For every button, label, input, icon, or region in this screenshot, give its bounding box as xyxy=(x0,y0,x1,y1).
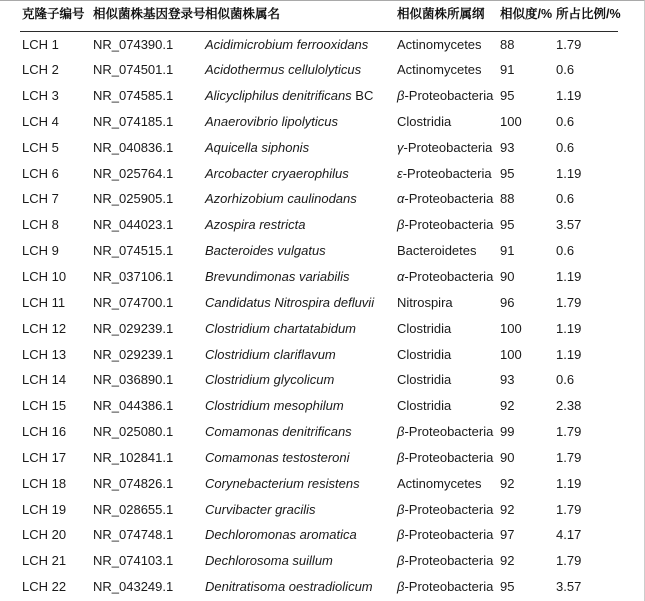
greek-prefix: β xyxy=(397,217,405,233)
species-name: Acidothermus cellulolyticus xyxy=(205,62,362,78)
class-cell: β-Proteobacteria xyxy=(397,217,494,233)
proportion-cell: 0.6 xyxy=(556,191,575,207)
species-cell xyxy=(203,264,395,290)
header-class: 相似菌株所属纲 xyxy=(395,1,498,31)
header-row xyxy=(20,1,618,31)
species-cell xyxy=(203,574,395,600)
class-cell: Clostridia xyxy=(397,346,452,362)
species-name: Brevundimonas variabilis xyxy=(205,269,350,285)
table-row xyxy=(20,445,618,471)
species-cell xyxy=(203,289,395,315)
proportion-cell: 1.79 xyxy=(556,501,582,517)
table-row xyxy=(20,212,618,238)
similarity-cell: 91 xyxy=(500,243,515,259)
species-cell xyxy=(203,186,395,212)
accession-cell: NR_025905.1 xyxy=(93,191,174,207)
species-name: Bacteroides vulgatus xyxy=(205,243,326,259)
table-body xyxy=(20,31,618,600)
accession-cell: NR_040836.1 xyxy=(93,139,174,155)
similarity-cell: 90 xyxy=(500,269,515,285)
proportion-cell: 1.79 xyxy=(556,424,582,440)
clone-id-cell: LCH 18 xyxy=(22,475,67,491)
class-cell: β-Proteobacteria xyxy=(397,501,494,517)
clone-id-cell: LCH 1 xyxy=(22,36,59,52)
proportion-cell: 4.17 xyxy=(556,527,582,543)
accession-cell: NR_037106.1 xyxy=(93,269,174,285)
table-row xyxy=(20,186,618,212)
species-cell xyxy=(203,470,395,496)
species-name: Arcobacter cryaerophilus xyxy=(205,165,349,181)
species-cell xyxy=(203,238,395,264)
clone-id-cell: LCH 19 xyxy=(22,501,67,517)
greek-prefix: α xyxy=(397,269,405,285)
class-cell: γ-Proteobacteria xyxy=(397,139,493,155)
accession-cell: NR_074585.1 xyxy=(93,88,174,104)
accession-cell: NR_074826.1 xyxy=(93,475,174,491)
proportion-cell: 3.57 xyxy=(556,579,582,595)
species-cell xyxy=(203,419,395,445)
class-cell: Clostridia xyxy=(397,398,452,414)
class-cell: β-Proteobacteria xyxy=(397,527,494,543)
similarity-cell: 96 xyxy=(500,294,515,310)
species-cell xyxy=(203,367,395,393)
proportion-cell: 1.19 xyxy=(556,346,582,362)
clone-similarity-table xyxy=(20,1,621,600)
accession-cell: NR_074103.1 xyxy=(93,553,174,569)
clone-id-cell: LCH 4 xyxy=(22,113,59,129)
species-name: Corynebacterium resistens xyxy=(205,475,360,491)
proportion-cell: 1.19 xyxy=(556,320,582,336)
clone-id-cell: LCH 21 xyxy=(22,553,67,569)
species-name: Clostridium chartatabidum xyxy=(205,320,357,336)
class-cell: Actinomycetes xyxy=(397,36,482,52)
species-cell xyxy=(203,315,395,341)
clone-id-cell: LCH 17 xyxy=(22,449,67,465)
clone-id-cell: LCH 6 xyxy=(22,165,59,181)
header-species: 相似菌株属名 xyxy=(203,1,395,31)
species-name: Alicycliphilus denitrificans xyxy=(205,88,352,104)
accession-cell: NR_074515.1 xyxy=(93,243,174,259)
table-row xyxy=(20,341,618,367)
clone-id-cell: LCH 3 xyxy=(22,88,59,104)
accession-cell: NR_029239.1 xyxy=(93,320,174,336)
similarity-cell: 95 xyxy=(500,579,515,595)
greek-prefix: β xyxy=(397,579,405,595)
species-cell xyxy=(203,445,395,471)
class-cell: α-Proteobacteria xyxy=(397,269,494,285)
accession-cell: NR_029239.1 xyxy=(93,346,174,362)
similarity-cell: 95 xyxy=(500,217,515,233)
clone-id-cell: LCH 5 xyxy=(22,139,59,155)
greek-prefix: β xyxy=(397,501,405,517)
species-name: Curvibacter gracilis xyxy=(205,501,316,517)
header-similarity: 相似度/% xyxy=(498,1,554,31)
header-accession: 相似菌株基因登录号 xyxy=(91,1,203,31)
class-cell: β-Proteobacteria xyxy=(397,88,494,104)
species-cell xyxy=(203,341,395,367)
clone-id-cell: LCH 20 xyxy=(22,527,67,543)
similarity-cell: 93 xyxy=(500,139,515,155)
proportion-cell: 1.79 xyxy=(556,294,582,310)
similarity-cell: 100 xyxy=(500,320,522,336)
table-row xyxy=(20,574,618,600)
class-cell: Actinomycetes xyxy=(397,62,482,78)
similarity-cell: 99 xyxy=(500,424,515,440)
proportion-cell: 0.6 xyxy=(556,139,575,155)
similarity-cell: 95 xyxy=(500,165,515,181)
proportion-cell: 1.79 xyxy=(556,36,582,52)
similarity-cell: 97 xyxy=(500,527,515,543)
species-cell xyxy=(203,522,395,548)
proportion-cell: 1.19 xyxy=(556,475,582,491)
greek-prefix: β xyxy=(397,553,405,569)
similarity-cell: 92 xyxy=(500,398,515,414)
similarity-cell: 88 xyxy=(500,36,515,52)
accession-cell: NR_043249.1 xyxy=(93,579,174,595)
class-cell: Clostridia xyxy=(397,320,452,336)
similarity-cell: 95 xyxy=(500,88,515,104)
class-cell: β-Proteobacteria xyxy=(397,449,494,465)
species-cell xyxy=(203,83,395,109)
similarity-cell: 100 xyxy=(500,346,522,362)
similarity-cell: 100 xyxy=(500,113,522,129)
species-cell xyxy=(203,57,395,83)
table-row xyxy=(20,238,618,264)
table-row xyxy=(20,83,618,109)
clone-id-cell: LCH 7 xyxy=(22,191,59,207)
clone-id-cell: LCH 22 xyxy=(22,579,67,595)
accession-cell: NR_074700.1 xyxy=(93,294,174,310)
proportion-cell: 1.19 xyxy=(556,269,582,285)
table-row xyxy=(20,109,618,135)
class-cell: Actinomycetes xyxy=(397,475,482,491)
table-row xyxy=(20,31,618,57)
similarity-cell: 93 xyxy=(500,372,515,388)
greek-prefix: β xyxy=(397,88,405,104)
species-name: Anaerovibrio lipolyticus xyxy=(205,113,338,129)
table-row xyxy=(20,470,618,496)
accession-cell: NR_036890.1 xyxy=(93,372,174,388)
proportion-cell: 1.79 xyxy=(556,553,582,569)
proportion-cell: 1.19 xyxy=(556,88,582,104)
accession-cell: NR_074390.1 xyxy=(93,36,174,52)
class-cell: Clostridia xyxy=(397,113,452,129)
clone-id-cell: LCH 11 xyxy=(22,294,66,310)
class-cell: Nitrospira xyxy=(397,294,453,310)
similarity-cell: 92 xyxy=(500,475,515,491)
proportion-cell: 0.6 xyxy=(556,62,575,78)
species-name: Dechloromonas aromatica xyxy=(205,527,357,543)
accession-cell: NR_074748.1 xyxy=(93,527,174,543)
species-name: Comamonas denitrificans xyxy=(205,424,352,440)
species-name: Denitratisoma oestradiolicum xyxy=(205,579,373,595)
species-cell xyxy=(203,134,395,160)
accession-cell: NR_074501.1 xyxy=(93,62,174,78)
greek-prefix: β xyxy=(397,424,405,440)
species-cell xyxy=(203,548,395,574)
accession-cell: NR_074185.1 xyxy=(93,113,174,129)
species-cell xyxy=(203,109,395,135)
similarity-cell: 88 xyxy=(500,191,515,207)
clone-id-cell: LCH 8 xyxy=(22,217,59,233)
table-row xyxy=(20,393,618,419)
species-name: Clostridium clariflavum xyxy=(205,346,336,362)
species-cell xyxy=(203,212,395,238)
class-cell: Clostridia xyxy=(397,372,452,388)
clone-id-cell: LCH 15 xyxy=(22,398,67,414)
class-cell: Bacteroidetes xyxy=(397,243,477,259)
clone-id-cell: LCH 9 xyxy=(22,243,59,259)
species-cell xyxy=(203,31,395,57)
species-name: Aquicella siphonis xyxy=(205,139,310,155)
proportion-cell: 2.38 xyxy=(556,398,582,414)
table-row xyxy=(20,289,618,315)
greek-prefix: ε xyxy=(397,165,403,181)
table-row xyxy=(20,134,618,160)
greek-prefix: α xyxy=(397,191,405,207)
species-cell xyxy=(203,393,395,419)
proportion-cell: 1.19 xyxy=(556,165,582,181)
strain-designation: BC xyxy=(351,88,374,104)
clone-id-cell: LCH 13 xyxy=(22,346,67,362)
greek-prefix: β xyxy=(397,449,405,465)
table-row xyxy=(20,419,618,445)
species-name: Dechlorosoma suillum xyxy=(205,553,333,569)
accession-cell: NR_044386.1 xyxy=(93,398,174,414)
class-cell: α-Proteobacteria xyxy=(397,191,494,207)
similarity-cell: 92 xyxy=(500,501,515,517)
similarity-cell: 92 xyxy=(500,553,515,569)
species-name: Candidatus Nitrospira defluvii xyxy=(205,294,375,310)
class-cell: β-Proteobacteria xyxy=(397,553,494,569)
accession-cell: NR_025764.1 xyxy=(93,165,174,181)
species-name: Azospira restricta xyxy=(205,217,306,233)
proportion-cell: 1.79 xyxy=(556,449,582,465)
accession-cell: NR_102841.1 xyxy=(93,449,174,465)
greek-prefix: β xyxy=(397,527,405,543)
accession-cell: NR_044023.1 xyxy=(93,217,174,233)
proportion-cell: 3.57 xyxy=(556,217,582,233)
clone-id-cell: LCH 2 xyxy=(22,62,59,78)
species-name: Clostridium mesophilum xyxy=(205,398,344,414)
species-name: Acidimicrobium ferrooxidans xyxy=(205,36,369,52)
species-name: Azorhizobium caulinodans xyxy=(205,191,357,207)
species-cell xyxy=(203,496,395,522)
class-cell: ε-Proteobacteria xyxy=(397,165,492,181)
table-row xyxy=(20,315,618,341)
proportion-cell: 0.6 xyxy=(556,372,575,388)
table-row xyxy=(20,160,618,186)
table-row xyxy=(20,548,618,574)
accession-cell: NR_028655.1 xyxy=(93,501,174,517)
class-cell: β-Proteobacteria xyxy=(397,424,494,440)
proportion-cell: 0.6 xyxy=(556,243,575,259)
clone-id-cell: LCH 16 xyxy=(22,424,67,440)
similarity-cell: 91 xyxy=(500,62,515,78)
species-name: Clostridium glycolicum xyxy=(205,372,335,388)
species-name: Comamonas testosteroni xyxy=(205,449,350,465)
header-proportion: 所占比例/% xyxy=(554,1,618,31)
header-clone-id: 克隆子编号 xyxy=(20,1,91,31)
proportion-cell: 0.6 xyxy=(556,113,575,129)
table-row xyxy=(20,264,618,290)
clone-id-cell: LCH 12 xyxy=(22,320,67,336)
class-cell: β-Proteobacteria xyxy=(397,579,494,595)
table-row xyxy=(20,367,618,393)
table-row xyxy=(20,57,618,83)
clone-id-cell: LCH 14 xyxy=(22,372,67,388)
table-row xyxy=(20,496,618,522)
similarity-cell: 90 xyxy=(500,449,515,465)
table-row xyxy=(20,522,618,548)
greek-prefix: γ xyxy=(397,139,404,155)
species-cell xyxy=(203,160,395,186)
clone-id-cell: LCH 10 xyxy=(22,269,67,285)
accession-cell: NR_025080.1 xyxy=(93,424,174,440)
